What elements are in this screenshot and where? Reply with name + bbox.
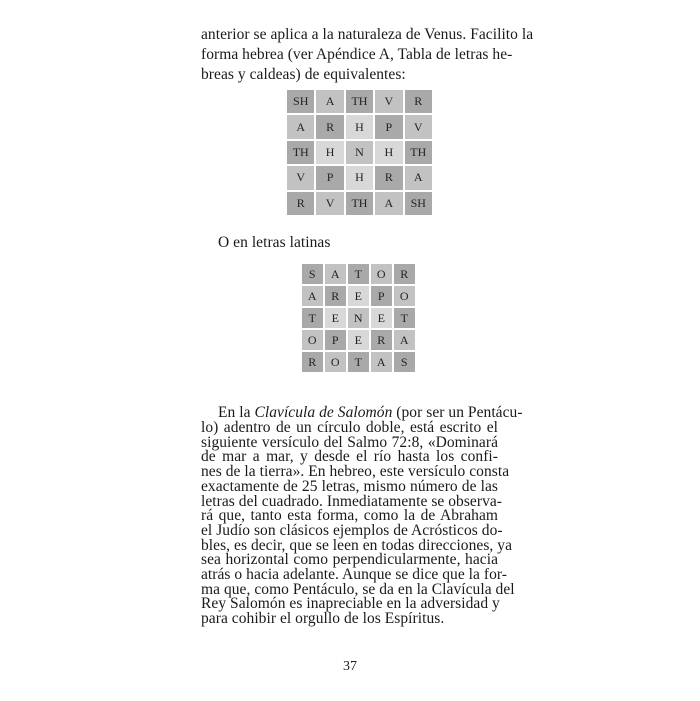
page-number: 37 [343, 659, 357, 674]
hebrew-cell: V [405, 115, 432, 138]
hebrew-cell: A [287, 115, 314, 138]
hebrew-cell: TH [346, 90, 373, 113]
body-line: bles, es decir, que se leen en todas direcciones, ya [201, 536, 512, 554]
latin-cell: E [348, 286, 369, 306]
body-line: Rey Salomón es inapreciable en la adversidad y [201, 595, 500, 613]
hebrew-cell: R [316, 115, 343, 138]
latin-cell: S [302, 264, 323, 284]
book-title: Clavícula de Salomón [254, 404, 393, 421]
latin-cell: O [325, 352, 346, 372]
latin-cell: R [371, 330, 392, 350]
latin-cell: N [348, 308, 369, 328]
latin-cell: A [302, 286, 323, 306]
body-last-line: para cohibir el orgullo de los Espíritus. [201, 610, 445, 628]
latin-cell: T [394, 308, 415, 328]
latin-cell: E [348, 330, 369, 350]
hebrew-cell: N [346, 141, 373, 164]
hebrew-cell: H [346, 115, 373, 138]
intro-line-3: breas y caldeas) de equivalentes: [201, 66, 406, 83]
latin-cell: T [302, 308, 323, 328]
latin-cell: A [325, 264, 346, 284]
latin-cell: A [371, 352, 392, 372]
body-line: sea horizontal como perpendicularmente, hacia [201, 551, 498, 569]
latin-cell: R [325, 286, 346, 306]
hebrew-cell: P [375, 115, 402, 138]
hebrew-cell: TH [405, 141, 432, 164]
hebrew-cell: V [375, 90, 402, 113]
hebrew-cell: TH [346, 192, 373, 215]
hebrew-cell: H [316, 141, 343, 164]
intro-line-2: forma hebrea (ver Apéndice A, Tabla de letras he- [201, 46, 513, 63]
body-line: lo) adentro de un círculo doble, está escrito el [201, 419, 498, 436]
body-line: ma que, como Pentáculo, se da en la Clavícula del [201, 580, 515, 598]
body-line: el Judío son clásicos ejemplos de Acrósticos do- [201, 521, 503, 539]
latin-cell: T [348, 352, 369, 372]
hebrew-cell: R [405, 90, 432, 113]
intro-line-1: anterior se aplica a la naturaleza de Venus. Facilito la [201, 26, 534, 43]
latin-cell: S [394, 352, 415, 372]
latin-cell: O [394, 286, 415, 306]
body-line: atrás o hacia adelante. Aunque se dice que la for- [201, 566, 508, 583]
hebrew-cell: R [375, 166, 402, 189]
body-line: letras del cuadrado. Inmediatamente se observa- [201, 492, 503, 510]
latin-cell: O [302, 330, 323, 350]
hebrew-cell: A [405, 166, 432, 189]
latin-cell: O [371, 264, 392, 284]
latin-cell: P [325, 330, 346, 350]
hebrew-cell: R [287, 192, 314, 215]
latin-cell: R [394, 264, 415, 284]
hebrew-cell: H [346, 166, 373, 189]
latin-cell: A [394, 330, 415, 350]
hebrew-cell: H [375, 141, 402, 164]
hebrew-cell: TH [287, 141, 314, 164]
hebrew-cell: SH [287, 90, 314, 113]
latin-cell: P [371, 286, 392, 306]
hebrew-cell: P [316, 166, 343, 189]
body-line: siguiente versículo del Salmo 72:8, «Dominará [201, 433, 498, 451]
hebrew-letter-square [287, 90, 432, 215]
hebrew-cell: A [316, 90, 343, 113]
hebrew-cell: SH [405, 192, 432, 215]
body-line: de mar a mar, y desde el río hasta los confi- [201, 448, 498, 466]
body-line-1: En la Clavícula de Salomón (por ser un Pentácu- [218, 404, 523, 421]
latin-intro: O en letras latinas [218, 234, 331, 251]
body-line: exactamente de 25 letras, mismo número de las [201, 477, 498, 495]
latin-cell: E [371, 308, 392, 328]
body-line: nes de la tierra». En hebreo, este versículo consta [201, 463, 510, 481]
latin-cell: T [348, 264, 369, 284]
latin-letter-square [302, 264, 415, 372]
hebrew-cell: V [316, 192, 343, 215]
hebrew-cell: A [375, 192, 402, 215]
latin-cell: E [325, 308, 346, 328]
body-line: rá que, tanto esta forma, como la de Abraham [201, 507, 498, 525]
latin-cell: R [302, 352, 323, 372]
hebrew-cell: V [287, 166, 314, 189]
